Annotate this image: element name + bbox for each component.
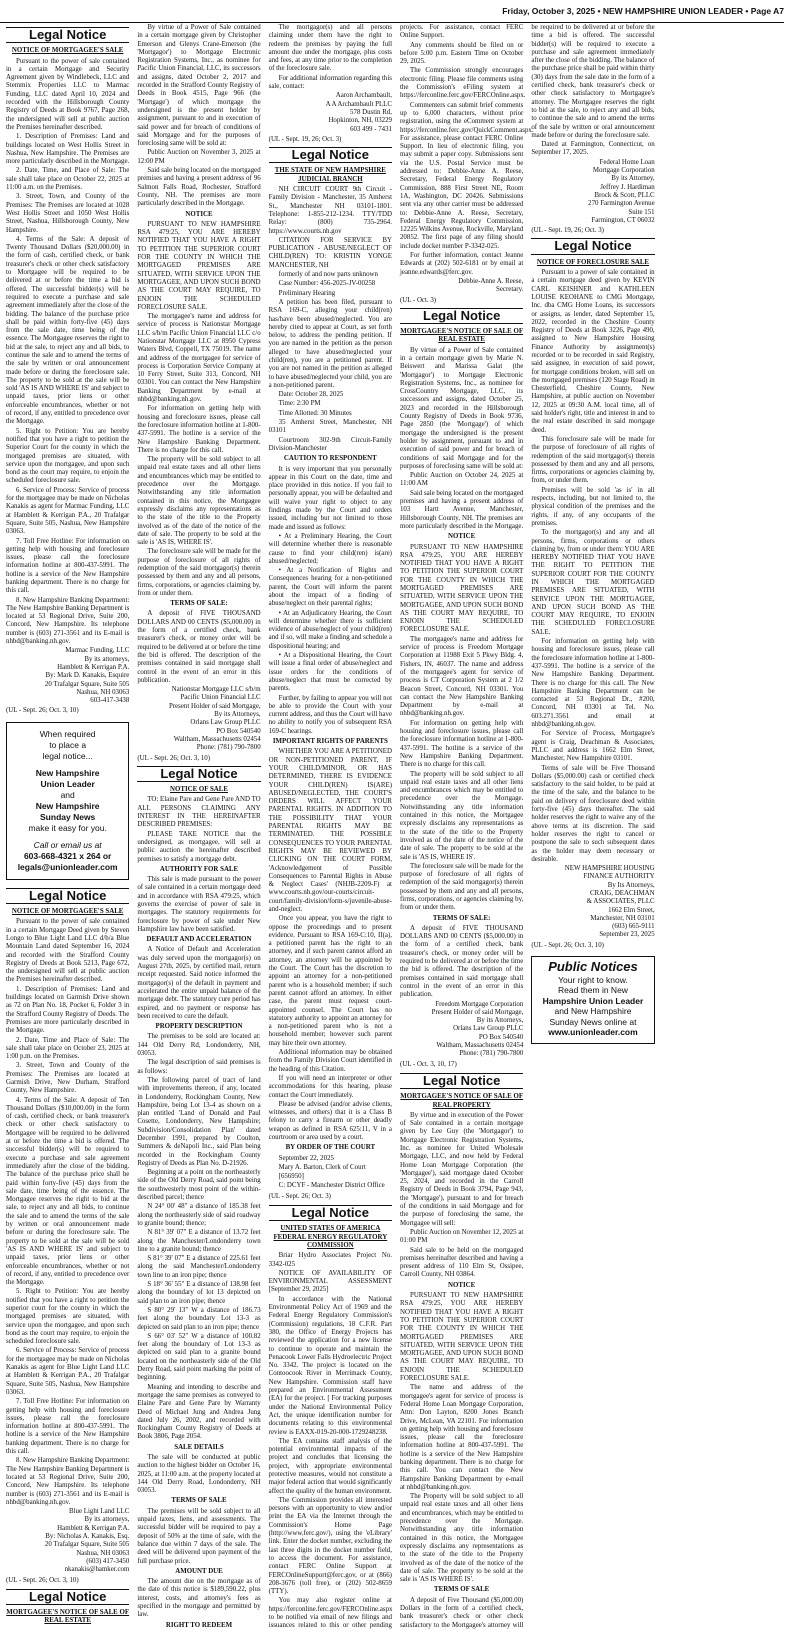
- notice-subheading: SALE DETAILS: [174, 1443, 224, 1451]
- notice-paragraph: This sale is made pursuant to the power of sale contained in a certain mortgage deed and in accordance with RSA 479:25, which governs the exercise of power of sale in mortgages. The statutory requirements for foreclosure by power of sale under New Hampshire law have been satisfied.: [137, 876, 261, 933]
- signature-line: Hamblett & Kerrigan P.A.: [57, 663, 130, 671]
- notice-paragraph: The foreclosure sale will be made for the purpose of foreclosure of all rights of redemption of the said mortgagor(s) therein possessed by them and any and all persons, firms, corporations, or agencies claiming by, from or under them.: [137, 548, 261, 597]
- notice-paragraph: WHETHER YOU ARE A PETITIONED OR NON-PETITIONED PARENT, IF YOUR CHILD/MINOR, OR HAS DETERMINED, THERE IS EVIDENCE YOUR CHILD(REN) IS(ARE) ABUSED/NEGLECTED, THE COURT'S ORDERS WILL AFFECT YOUR PARENTAL RIGHTS. IN ADDITION TO THE POSSIBILITY THAT YOUR PARENTAL RIGHTS MAY BE TERMINATED. THE POSSIBLE CONSEQUENCES TO YOUR PARENTAL RIGHTS MAY BE REVIEWED BY CLICKING ON THE COURT FORM, 'Acknowledgement of Possible Consequences to Parental Rights in Abuse & Neglect Cases' (NHJB-2209-F) at www.courts.nh.gov/our-courts/circuit-court/family-division/form-s/juvenile-abuse-and-neglect.: [268, 748, 392, 913]
- signature-line: 270 Farmington Avenue: [588, 200, 655, 208]
- notice-subheading: NOTICE: [448, 1281, 476, 1289]
- notice-subheading: BY ORDER OF THE COURT: [285, 1144, 376, 1152]
- publication-dates: (UL - Oct. 3): [399, 296, 437, 304]
- notice-paragraph: Public Auction on November 12, 2025 at 01:00 PM: [399, 1228, 524, 1245]
- notice-title: MORTGAGEE'S NOTICE OF SALE OF REAL PROPERTY: [400, 1093, 524, 1109]
- notice-subheading: NOTICE: [448, 533, 476, 541]
- notice-paragraph: 2. Date, Time, and Place of Sale: The sale shall take place on October 22, 2025 at 11:00 a.m. on the Premises.: [6, 167, 130, 192]
- publication-dates: (UL - Sept. 26; Oct. 3): [268, 1192, 331, 1200]
- notice-paragraph: The mortgagee's name and address for service of process is Nationstar Mortgage LLC s/b/m Pacific Union Financial LLC c/o Nationstar Mortgage LLC at 8950 Cypress Waters Blvd, Coppell, TX 75019. The name and address of the mortgagee for service of process is Corporation Service Company at 10 Ferry Street, Suite 313, Concord, NH 03301. You can contact the New Hampshire Banking Department by e-mail at nhbd@banking.nh.gov.: [137, 313, 261, 404]
- notice-paragraph: For further information, contact Jeanne Edwards at (202) 502-6181 or by email at jeanne.edwards@ferc.gov.: [399, 252, 524, 276]
- notice-paragraph: • At a Preliminary Hearing, the Court will determine whether there is reasonable cause to find your child(ren) is(are) abused/neglected;: [268, 532, 392, 565]
- notice-paragraph: • At a Notification of Rights and Consequences hearing for a non-petitioned parent, the Court will inform the parent about the impact of a finding of abuse/neglect on their parental rights;: [268, 567, 392, 608]
- notice-paragraph: 3. Street, Town, and County of the Premises: The Premises are located at 1028 West Hollis Street and 1050 West Hollis Street, Nashua, Hillsborough County, New Hampshire.: [6, 193, 130, 234]
- notice-columns: [6, 24, 786, 1632]
- notice-paragraph: Public Auction on October 24, 2025 at 11:00 AM: [399, 472, 524, 488]
- notice-paragraph: By virtue of a Power of Sale contained in a certain mortgage given by Christopher Emerson and Glenys Crane-Emerson (the 'Mortgagor') to Mortgage Electronic Registration Systems, Inc., as nominee for Pacific Union Financial, LLC, its successors and assigns, dated October 2, 2017 and recorded in the Strafford County Registry of Deeds in Book 4515, Page 966 (the 'Mortgage') of which mortgage the undersigned is the present holder by assignment, pursuant to and in execution of said power and for breach of conditions of said Mortgage and for the purposes of foreclosing same will be sold at:: [137, 24, 261, 148]
- page-header-text: Friday, October 3, 2025 • NEW HAMPSHIRE UNION LEADER • Page A7: [502, 6, 784, 16]
- notice-paragraph: • At an Adjudicatory Hearing, the Court will determine whether there is sufficient evidence of abuse/neglect of your child(ren) and if so, will make a finding and schedule a dispositional hearing; and: [268, 609, 392, 650]
- notice-paragraph: CITATION FOR SERVICE BY PUBLICATION - ABUSE/NEGLECT OF CHILD(REN) TO: KRISTIN YONGE MANCHESTER, NH: [268, 236, 392, 269]
- legal-notice-header: Legal Notice: [400, 1073, 523, 1089]
- notice-paragraph: The mortgagor(s) and all persons claiming under them have the right to redeem the premises by paying the full amount due under the mortgage, plus costs and fees, at any time prior to the completion of the foreclosure sale.: [268, 24, 392, 73]
- contact-line: make it easy for you.: [28, 822, 107, 833]
- public-notices-line: Your right to know.: [558, 974, 628, 985]
- publication-dates: (UL - Sept. 26; Oct. 3, 10): [137, 754, 210, 762]
- notice-paragraph: The premises will be sold subject to all unpaid taxes, liens, and assessments. The successful bidder will be required to pay a deposit of 50% at the time of sale, with the balance due within 7 days of the sale. The deed will be delivered upon payment of the full purchase price.: [137, 1507, 261, 1565]
- notice-paragraph: PURSUANT TO NEW HAMPSHIRE RSA 479:25, YOU ARE HEREBY NOTIFIED THAT YOU HAVE A RIGHT TO PETITION THE SUPERIOR COURT FOR THE COUNTY IN WHICH THE MORTGAGED PREMISES ARE SITUATED, WITH SERVICE UPON THE MORTGAGEE, AND UPON SUCH BOND AS THE COURT MAY REQUIRE, TO ENJOIN THE SCHEDULED FORECLOSURE SALE.: [137, 220, 261, 311]
- notice-paragraph: Additional information may be obtained from the Family Division Court identified in the heading of this Citation.: [268, 1049, 392, 1073]
- signature-line: Mortgage Corporation: [592, 167, 655, 175]
- publication-dates: (UL - Sept. 19, 26; Oct. 3): [268, 135, 342, 143]
- signature-line: 603 499 - 7431: [350, 125, 392, 133]
- notice-paragraph: The Commission provides all interested persons with an opportunity to view and/or print the EA via the Internet through the Commission's Home Page (http://www.ferc.gov/), using the 'eLibrary' link. Enter the docket number, excluding the last three digits in the docket number field, to access the document. For assistance, contact FERC Online Support at FERCOnlineSupport@ferc.gov, or at (866) 208-3676 (toll free), or (202) 502-8659 (TTY).: [268, 1496, 392, 1596]
- signature-line: Hopkinton, NH, 03229: [328, 117, 392, 125]
- notice-paragraph: Pursuant to the power of sale contained in a certain Mortgage and Security Agreement given by Windlebeck, LLC and Stemmix Properties LLC to Marmac Funding, LLC dated April 10, 2024 and recorded with the Hillsborough County Registry of Deeds at Book 9767, Page 268, the undersigned will sell at public auction the Premises hereinafter described.: [6, 57, 130, 131]
- notice-paragraph: 7. Toll Free Hotline: For information on getting help with housing and foreclosure issues, please call the foreclosure information hotline at 800-437-5991. The hotline is a service of the New Hampshire banking department. There is no charge for this call.: [6, 1398, 130, 1456]
- notice-paragraph: 5. Right to Petition: You are hereby notified that you have a right to petition the Superior Court for the county in which the mortgaged premises are situated, with service upon the mortgagee, and upon such bond as the court may require, to enjoin the scheduled foreclosure sale.: [6, 427, 130, 485]
- signature-line: Hamblett & Kerrigan P.A.: [57, 1524, 130, 1532]
- notice-subheading: AMOUNT DUE: [175, 1567, 223, 1575]
- notice-title: NOTICE OF SALE: [170, 786, 228, 794]
- signature-line: A A Archambault PLLC: [325, 100, 392, 108]
- notice-title: MORTGAGEE'S NOTICE OF SALE OF REAL ESTATE: [6, 1609, 130, 1625]
- notices-group-a: [6, 27, 129, 716]
- notice-paragraph: Mary A. Barton, Clerk of Court: [278, 1163, 366, 1171]
- legal-notice-header: Legal Notice: [6, 27, 129, 43]
- signature-line: By its attorneys,: [84, 1516, 130, 1524]
- notice-paragraph: The legal description of said premises is as follows:: [137, 1059, 261, 1075]
- notice-paragraph: This foreclosure sale will be made for the purpose of foreclosure of all rights of redemption of the said mortgagor(s) therein possessed by them and any and all persons, firms, corporations or agencies claiming by, from, or under them.: [531, 435, 655, 485]
- signature-line: Orlans Law Group PLLC: [453, 1025, 524, 1033]
- signature-line: Phone: (781) 790-7800: [459, 1050, 524, 1058]
- signature-line: Debbie-Anne A. Reese,: [458, 277, 524, 285]
- notice-paragraph: 4. Terms of the Sale: A deposit of Ten Thousand Dollars ($10,000.00) in the form of cash, certified check, or bank treasurer's check or other check satisfactory to Mortgagee will be required to be delivered at or before the time a bid is offered. The successful bidder(s) will be required to execute a purchase and sale agreement immediately after the close of the bidding. The balance of the purchase price shall be paid within forty-five (45) days from the sale date, time being of the essence. The Mortgagee reserves the right to bid at the sale, to reject any and all bids, to continue the sale and to amend the terms of the sale by written or oral announcement made before or during the foreclosure sale. The property to be sold at the sale will be sold 'AS IS AND WHERE IS' and subject to unpaid taxes, prior liens or other enforceable encumbrances, whether or not of record, if any, entitled to precedence over the Mortgage.: [6, 1096, 130, 1287]
- notice-paragraph: For information on getting help with housing and foreclosure issues, please call the foreclosure information hotline at 1-800-437-5991. The hotline is a service of the New Hampshire Banking Department. There is no charge for this call.: [399, 719, 524, 769]
- notice-paragraph: 8. New Hampshire Banking Department: The New Hampshire Banking Department is located at 53 Regional Drive, Suite 200, Concord, New Hampshire. Its telephone number is (603) 271-3561 and its E-mail is nhbd@banking.nh.gov.: [6, 1457, 130, 1506]
- notice-paragraph: NOTICE OF AVAILABILITY OF ENVIRONMENTAL ASSESSMENT [September 29, 2025]: [268, 1269, 392, 1294]
- contact-line: New Hampshire: [35, 767, 100, 778]
- signature-line: Pacific Union Financial LLC: [180, 694, 261, 702]
- notice-paragraph: 6. Service of Process: Service of process for the mortgagee may be made on Nicholas Kanakis as agent for Blue Light Land LLC at Hamblett & Kerrigan P.A., 20 Trafalgar Square, Suite 505, Nashua, New Hampshire 03063.: [6, 1347, 130, 1396]
- notice-paragraph: It is very important that you personally appear in this Court on the date, time and place provided in this notice. If you fail to personally appear, you will be defaulted and will waive your right to object to any findings made by the Court and orders issued, including but not limited to those made and issued as follows:: [268, 465, 392, 531]
- signature-line: By: Nicholas A. Kanakis, Esq.: [45, 1533, 130, 1541]
- notice-paragraph: You may also register online at https://ferconline.ferc.gov/FERCOnline.aspx to be notified via email of new filings and issuances related to this or other pending projects. For assistance, contact FERC Online Support.: [268, 24, 524, 1630]
- contact-box: [6, 722, 129, 880]
- notice-paragraph: PURSUANT TO NEW HAMPSHIRE RSA 479:25, YOU ARE HEREBY NOTIFIED THAT YOU HAVE A RIGHT TO PETITION THE SUPERIOR COURT FOR THE COUNTY IN WHICH THE MORTGAGED PREMISES ARE SITUATED, WITH SERVICE UPON THE MORTGAGEE, AND UPON SUCH BOND AS THE COURT MAY REQUIRE, TO ENJOIN THE SCHEDULED FORECLOSURE SALE.: [399, 543, 524, 634]
- signature-line: 1662 Elm Street,: [608, 906, 655, 914]
- notice-paragraph: Commenters can submit brief comments up to 6,000 characters, without prior registration, using the eComment system at https://ferconline.ferc.gov/QuickComment.aspx. For assistance, please contact FERC Online Support. In lieu of electronic filing, you may submit a paper copy. Submissions sent via the U.S. Postal Service must be addressed to: Debbie-Anne A. Reese, Secretary, Federal Energy Regulatory Commission, 888 First Street NE, Room 1A, Washington, DC 20426. Submissions sent via any other carrier must be addressed to: Debbie-Anne A. Reese, Secretary, Federal Energy Regulatory Commission, 12225 Wilkins Avenue, Rockville, Maryland 20852. The first page of any filing should include docket number P-3342-025.: [399, 101, 534, 250]
- notice-paragraph: Time: 2:30 PM: [278, 400, 321, 408]
- signature-line: Present Holder of said Mortgage,: [168, 702, 261, 710]
- notice-paragraph: 5. Right to Petition: You are hereby notified that you have a right to petition the superior court for the county in which the mortgaged premises are situated, with service upon the mortgagee, and upon such bond as the court may require, to enjoin the scheduled foreclosure sale.: [6, 1288, 130, 1346]
- legal-notice-header: Legal Notice: [6, 1589, 129, 1605]
- notice-paragraph: The premises to be sold are located at: 144 Old Derry Rd, Londonderry, NH, 03053.: [137, 1033, 261, 1058]
- notice-paragraph: 6. Service of Process: Service of process for the mortgagee may be made on Nicholas Kanakis as agent for Marmac Funding, LLC at Hamblett & Kerrigan P.A., 20 Trafalgar Square, Suite 505, Nashua, New Hampshire 03063.: [6, 486, 130, 536]
- signature-line: Waltham, Massachusetts 02454: [173, 735, 261, 743]
- page-header: [0, 2, 784, 23]
- signature-line: Phone: (781) 790-7800: [196, 744, 261, 752]
- notice-paragraph: The Commission strongly encourages electronic filing. Please file comments using the Commission's eFiling system at https://ferconline.ferc.gov/FERCOnline.aspx.: [399, 67, 526, 100]
- signature-line: Manchester, NH 03101: [590, 914, 655, 922]
- notice-paragraph: Pursuant to a power of sale contained in a certain mortgage deed given by KEVIN CARL KEISHNER and KATHLEEN LOUISE KEOHANE to CMG Mortgage, Inc. dba CMG Home Loans, its successors or assigns, as lender, dated September 15, 2022, recorded in the Cheshire County Registry of Deeds at Book 3226, Page 490, assigned to New Hampshire Housing Finance Authority by assignment(s) recorded or to be recorded in said Registry, said assignee, in execution of said power, for mortgage conditions broken, will sell on the mortgaged premises (120 Stage Road) in Chesterfield, Cheshire County, New Hampshire, at public auction on November 12, 2025 at 09:30 A.M. local time, all of said holder's right, title and interest in and to the real estate described in said mortgage deed.: [531, 269, 655, 434]
- notice-paragraph: The property will be sold subject to all unpaid real estate taxes and all other liens and encumbrances which may be entitled to precedence over the Mortgage. Notwithstanding any title information contained in this notice, the Mortgagee expressly disclaims any representations as to the state of the title to the Property involved as of the date of the notice of the date of sale. The property to be sold at the sale is 'AS IS, WHERE IS'.: [137, 456, 261, 547]
- notice-subheading: TERMS OF SALE: [434, 1586, 490, 1594]
- notice-paragraph: The EA contains staff analysis of the potential environmental impacts of the project and concludes that licensing the project, with appropriate environmental protective measures, would not constitute a major federal action that would significantly affect the quality of the human environment.: [268, 1437, 392, 1495]
- legal-notice-header: Legal Notice: [6, 888, 129, 904]
- notice-paragraph: The Property will be sold subject to all unpaid real estate taxes and all other liens and encumbrances, which may be entitled to precedence over the Mortgage. Notwithstanding any title information contained in this notice, the Mortgagee expressly disclaims any representations as to the state of the title to the Property involved as of the date of the notice of the date of sale. The property to be sold at the sale is 'AS IS WHERE IS'.: [399, 1493, 524, 1584]
- signature-line: Present Holder of said Mortgage,: [431, 1008, 524, 1016]
- notice-paragraph: Public Auction on November 3, 2025 at 12:00 PM: [137, 149, 261, 165]
- notice-paragraph: Premises will be sold 'as is' in all respects, including, but not limited to, the physical condition of the premises and the rights, if any, of any occupants of the premises.: [531, 486, 655, 527]
- legal-notice-header: Legal Notice: [269, 1205, 392, 1221]
- notice-paragraph: 1. Description of Premises: Land and buildings located on Garmish Drive shown as 72 on Plan No. 18, Pocket 6, Folder 3 in the Strafford County Registry of Deeds. The Premises are more particularly described in the Mortgage.: [6, 985, 130, 1035]
- notice-paragraph: Please be advised (and/or advise clients, witnesses, and others) that it is a Class B felony to carry a firearm or other deadly weapon as defined in RSA 625:11, V in a courtroom or area used by a court.: [268, 1100, 392, 1141]
- contact-line: Call or email us at: [33, 839, 102, 850]
- notice-subheading: CAUTION TO RESPONDENT: [283, 455, 377, 463]
- legal-notice-header: Legal Notice: [400, 308, 523, 324]
- notice-paragraph: N 24° 00' 48" a distance of 185.38 feet along the northeasterly side of said roadway to granite bound; thence;: [137, 1203, 261, 1227]
- notice-title: NOTICE OF MORTGAGEE'S SALE: [11, 908, 124, 916]
- notice-paragraph: formerly of and now parts unknown: [278, 271, 378, 279]
- signature-line: Farmington, CT 06032: [591, 216, 655, 224]
- signature-line: (603) 417-3450: [86, 1557, 130, 1565]
- notice-paragraph: Said sale to be held on the mortgaged premises hereinafter described and having a present address of 110 Elm St, Ossipee, Carroll County, NH 03864.: [399, 1246, 524, 1279]
- notice-paragraph: Dated at Farmington, Connecticut, on September 17, 2025.: [531, 141, 655, 157]
- signature-line: Aaron Archambault,: [335, 92, 392, 100]
- notice-paragraph: 3. Street, Town and County of the Premises: The Premises are located at Garmish Drive, New Durham, Strafford County, New Hampshire.: [6, 1062, 130, 1095]
- public-notices-url[interactable]: www.unionleader.com: [548, 1027, 638, 1038]
- notice-paragraph: S 18° 36' 55" E a distance of 138.98 feet along the boundary of lot 13 depicted on said plan to an iron pipe; thence: [137, 1281, 261, 1305]
- signature-line: By its Attorneys,: [214, 711, 261, 719]
- public-notices-title: Public Notices: [548, 959, 638, 975]
- contact-line: When required: [39, 728, 96, 739]
- signature-line: nkanakis@hamker.com: [64, 1566, 130, 1574]
- notice-paragraph: • At a Dispositional Hearing, the Court will issue a final order of abuse/neglect and issue orders for the conditions of abuse/neglect that must be corrected by parents.: [268, 652, 392, 693]
- signature-line: CRAIG, DEACHMAN: [589, 889, 655, 897]
- signature-line: Freedom Mortgage Corporation: [435, 1000, 524, 1008]
- notice-paragraph: Once you appear, you have the right to oppose the proceedings and to present evidence. Pursuant to RSA 169-C:10, II(a), a petitioned parent has the right to an attorney, and if such parent cannot afford an attorney, an attorney will be appointed by the Court. The Court has the discretion to appoint an attorney for a non-petitioned parent who is a household member; if such parent cannot afford an attorney. In either case, the parent must request court-appointed counsel. The Court has no statutory authority to appoint an attorney for a non-petitioned parent who is not a household member; however such parent may hire their own attorney.: [268, 915, 392, 1047]
- public-notices-line: Sunday News online at: [549, 1016, 637, 1027]
- notice-title: MORTGAGEE'S NOTICE OF SALE OF REAL ESTATE: [400, 328, 524, 344]
- legal-notice-header: Legal Notice: [531, 238, 654, 254]
- notice-title: NOTICE OF MORTGAGEE'S SALE: [11, 47, 124, 55]
- notice-subheading: DEFAULT AND ACCELERATION: [146, 936, 252, 944]
- notice-paragraph: A petition has been filed, pursuant to RSA 169-C, alleging your child(ren) has/have been abused/neglected. You are hereby cited to appear at Court, as set forth below, to address the pending petition. If you are named in the petition as the person alleged to have abused/neglected your child(ren), you are a petitioned parent. If you are not named in the petition as alleged to have abused/neglected your child, you are a non-petitioned parent.: [268, 298, 392, 389]
- notice-paragraph: N 81° 39' 07" E a distance of 13.72 feet along the Manchester/Londonderry town line to a granite bound; thence: [137, 1229, 261, 1253]
- publication-dates: (UL - Oct. 3, 10, 17): [399, 1060, 457, 1068]
- notice-subheading: TERMS OF SALE:: [432, 914, 491, 922]
- legal-notice: [400, 308, 523, 1069]
- notice-paragraph: NH CIRCUIT COURT 9th Circuit - Family Division - Manchester, 35 Amherst St., Manchester NH 03101-1801. Telephone: 1-855-212-1234. TTY/TDD Relay: (800) 735-2964. https://www.courts.nh.gov: [268, 186, 392, 235]
- notice-paragraph: A Notice of Default and Acceleration was duly served upon the mortgagor(s) on August 27th, 2025, by certified mail, return receipt requested. Said notice informed the mortgagor(s) of the default in payment and accelerated the entire unpaid balance of the mortgage debt. The statutory cure period has expired, and no payment or response has been received to cure the default.: [137, 946, 261, 1020]
- notice-subheading: IMPORTANT RIGHTS OF PARENTS: [272, 738, 388, 746]
- notice-paragraph: PURSUANT TO NEW HAMPSHIRE RSA 479:25, YOU ARE HEREBY NOTIFIED THAT YOU HAVE A RIGHT TO PETITION THE SUPERIOR COURT FOR THE COUNTY IN WHICH THE MORTGAGED PREMISES ARE SITUATED, WITH SERVICE UPON THE MORTGAGEE, AND UPON SUCH BOND AS THE COURT MAY REQUIRE, TO ENJOIN THE SCHEDULED FORECLOSURE SALE.: [399, 1292, 524, 1383]
- notice-paragraph: S 80° 29' 13" W a distance of 186.73 feet along the boundary Lot 13-3 as depicted on said plan to an iron pipe; thence: [137, 1306, 261, 1331]
- notice-paragraph: The property will be sold subject to all unpaid real estate taxes and all other liens and encumbrances which may be entitled to precedence over the Mortgage. Notwithstanding any title information contained in this notice, the Mortgagee expressly disclaims any representations as to the state of the title to the Property involved as of the date of the notice of the date of sale. The property to be sold at the sale is 'AS IS, WHERE IS'.: [399, 770, 524, 861]
- contact-line: and: [60, 789, 75, 800]
- notice-paragraph: 35 Amherst Street, Manchester, NH 03101: [268, 419, 392, 435]
- signature-line: Orlans Law Group PLLC: [190, 719, 261, 727]
- signature-line: PO Box 540540: [216, 727, 261, 735]
- publication-dates: (UL - Sept. 26; Oct. 3, 10): [6, 1576, 79, 1584]
- signature-line: Waltham, Massachusetts 02454: [436, 1042, 524, 1050]
- notice-paragraph: Meaning and intending to describe and mortgage the same premises as conveyed to Elaine Pare and Gene Pare by Warranty Deed of Michael Jung and Andrea Jung dated July 26, 2002, and recorded with Rockingham County Registry of Deeds at Book 3806, Page 2054.: [137, 1383, 261, 1441]
- notice-subheading: TERMS OF SALE:: [170, 600, 228, 608]
- notice-paragraph: A deposit of FIVE THOUSAND DOLLARS AND 00 CENTS ($5,000.00) in the form of a certified check, bank treasurer's check, or money order will be required to be delivered at or before the time the bid is offered. The description of the premises contained in said mortgage shall control in the event of an error in this publication.: [137, 610, 261, 684]
- signature-line: By its Attorneys,: [476, 1017, 524, 1025]
- notice-paragraph: TO: Elaine Pare and Gene Pare AND TO ALL PERSONS CLAIMING ANY INTEREST IN THE HEREINAFTER DESCRIBED PREMISES:: [137, 796, 261, 829]
- signature-line: Jeffrey J. Hardiman: [600, 183, 655, 191]
- legal-notice: [269, 147, 392, 1201]
- notice-paragraph: PLEASE TAKE NOTICE that the undersigned, as mortgagee, will sell at public auction the hereinafter described premises to satisfy a mortgage debt.: [137, 830, 261, 863]
- publication-dates: (UL - Sept. 26; Oct. 3, 10): [531, 941, 604, 949]
- signature-line: 20 Trafalgar Square, Suite 505: [44, 1541, 130, 1549]
- public-notices-line: Hampshire Union Leader: [542, 995, 644, 1006]
- signature-line: Secretary.: [496, 286, 524, 294]
- notice-paragraph: For information on getting help with housing and foreclosure issues, please call the foreclosure information hotline at 1-800-437-5991. The hotline is a service of the New Hampshire Banking Department. There is no charge for this call. The New Hampshire Banking Department can be contacted at 53 Regional Dr., #200, Concord, NH 03301 at Tel. No. 603.271.3561 and email at nhbd@banking.nh.gov.: [531, 638, 655, 729]
- notice-paragraph: The following parcel of tract of land with improvements thereon, if any, located in Londonderry, Rockingham County, New Hampshire, being Lot 13-4 as shown on a plan entitled 'Land of Donald and Paul Cosette, Londonderry, New Hampshire; Subdivision/Consolidation Plan' dated December 1991, prepared by Coulton, Summers & deNapoli Inc., said Plan being recorded in the Rockingham County Registry of Deeds as Plan No. D-21926.: [137, 1076, 261, 1167]
- notice-paragraph: S 81° 39' 07" E a distance of 225.61 feet along the said Manchester/Londonderry town line to an iron pipe; thence: [137, 1255, 261, 1279]
- signature-line: & ASSOCIATES, PLLC: [586, 898, 655, 906]
- notice-paragraph: Courtroom 302-9th Circuit-Family Division-Manchester: [268, 436, 392, 452]
- notice-paragraph: Time Allotted: 30 Minutes: [278, 409, 352, 417]
- contact-line: to place a: [49, 739, 87, 750]
- notice-paragraph: Said sale being located on the mortgaged premises and having a present address of 96 Salmon Falls Road, Rochester, Strafford County, NH. The premises are more particularly described in the Mortgage.: [137, 167, 261, 208]
- signature-line: 603-417-3438: [90, 697, 130, 705]
- notice-paragraph: 2. Date, Time and Place of Sale: The sale shall take place on October 23, 2025 at 1:00 p.m. on the Premises.: [6, 1036, 130, 1061]
- signature-line: NEW HAMPSHIRE HOUSING: [564, 865, 655, 873]
- notice-paragraph: For Service of Process, Mortgagee's agent is Craig, Deachman & Associates, PLLC and address is 1662 Elm Street, Manchester, New Hampshire 03101.: [531, 730, 655, 763]
- contact-line: legal notice...: [42, 750, 93, 761]
- notice-title: THE STATE OF NEW HAMPSHIRE JUDICIAL BRANCH: [274, 167, 386, 183]
- notice-title: NOTICE OF FORECLOSURE SALE: [536, 258, 650, 266]
- notice-subheading: AUTHORITY FOR SALE: [159, 865, 239, 873]
- notice-paragraph: 1. Description of Premises: Land and buildings located on West Hollis Street in Nashua, New Hampshire. The Premises are more particularly described in the Mortgage.: [6, 133, 130, 166]
- publication-dates: (UL - Sept. 19, 26; Oct. 3): [531, 227, 604, 235]
- contact-line: Sunday News: [40, 811, 96, 822]
- signature-line: Nashua, NH 03063: [76, 1549, 130, 1557]
- legal-notice: [6, 888, 129, 1585]
- notice-paragraph: By virtue and in execution of the Power of Sale contained in a certain mortgage given by Lee Guy (the 'Mortgagor') to Mortgage Electronic Registration Systems, Inc. as nominee for United Wholesale Mortgage, LLC, and now held by Federal Home Loan Mortgage Corporation (the 'Mortgagee'), said mortgage dated October 25, 2024, and recorded in the Carroll Registry of Deeds in Book 3794, Page 943, the 'Mortgage'), pursuant to and for breach of the conditions in said Mortgage and for the purpose of foreclosing the same, the Mortgagee will sell:: [399, 1111, 524, 1227]
- signature-line: By its attorneys,: [84, 655, 130, 663]
- signature-line: Nationstar Mortgage LLC s/b/m: [171, 686, 261, 694]
- notice-subheading: TERMS OF SALE: [171, 1497, 227, 1505]
- notice-subheading: NOTICE: [185, 210, 213, 218]
- public-notices-box: [531, 956, 654, 1044]
- notice-paragraph: 4. Terms of the Sale: A deposit of Twenty Thousand Dollars ($20,000.00) in the form of cash, certified check, or bank treasurer's check or other check satisfactory to Mortgagee will be required to be delivered at or before the time a bid is offered. The successful bidder(s) will be required to execute a purchase and sale agreement immediately after the close of the bidding. The balance of the purchase price shall be paid within forty-five (45) days from the sale date, time being of the essence. The Mortgagee reserves the right to bid at the sale, to reject any and all bids, to continue the sale and to amend the terms of the sale by written or oral announcement made before or during the foreclosure sale. The property to be sold at the sale will be sold 'AS IS AND WHERE IS' and subject to unpaid taxes, prior liens or other enforceable encumbrances, whether or not of record, if any, entitled to precedence over the Mortgage.: [6, 235, 130, 426]
- legal-notice-header: Legal Notice: [269, 147, 392, 163]
- public-notices-line: and New Hampshire: [554, 1006, 632, 1017]
- notice-paragraph: Further, by failing to appear you will not be able to provide the Court with your current address, and thus the Court will have no ability to notify you of subsequent RSA 169-C hearings.: [268, 694, 392, 735]
- signature-line: 578 Dustin Rd,: [350, 108, 392, 116]
- notice-paragraph: Briar Hydro Associates Project No. 3342-025: [268, 1252, 392, 1268]
- legal-notice-header: Legal Notice: [137, 766, 260, 782]
- notice-paragraph: Date: October 28, 2025: [278, 391, 344, 399]
- notice-paragraph: Preliminary Hearing: [278, 289, 336, 297]
- notice-paragraph: The mortgagee's name and address for service of process is Freedom Mortgage Corporation at 11988 Exit 5 Pkwy Bldg. 4, Fishers, IN, 46037. The name and address of the mortgagee's agent for service of process is CT Corporation System at 2 1/2 Beacon Street, Concord, NH 03301. You can contact the New Hampshire Banking Department by e-mail at nhbd@banking.nh.gov.: [399, 635, 524, 718]
- notice-paragraph: S 66° 03' 52" W a distance of 100.82 feet along the boundary of Lot 13-3 as depicted on said plan to a granite bound located on the northeasterly side of the Old Derry Road, said point marking the point of beginning.: [137, 1332, 261, 1382]
- legal-notice: [531, 238, 654, 950]
- notice-paragraph: September 22, 2025: [278, 1154, 334, 1162]
- signature-line: By: Mark D. Kanakis, Esquire: [45, 672, 130, 680]
- notice-paragraph: A deposit of Five Thousand ($5,000.00) Dollars in the form of a certified check, bank treasurer's check or other check satisfactory to the Mortgagee's attorney will be required to be delivered at or before the time a bid is offered. The successful bidder(s) will be required to execute a purchase and sale agreement immediately after the close of the bidding. The balance of the purchase price shall be paid within thirty (30) days from the sale date in the form of a certified check, bank treasurer's check or other check satisfactory to Mortgagee's attorney. The Mortgagee reserves the right to bid at the sale, to reject any and all bids, to continue the sale and to amend the terms of the sale by written or oral announcement made before or during the foreclosure sale.: [399, 24, 655, 1629]
- signature-line: 20 Trafalgar Square, Suite 505: [44, 680, 130, 688]
- notice-paragraph: Terms of sale will be Five Thousand Dollars ($5,000.00) cash or certified check satisfactory to the said holder, to be paid at the time of the sale, and the balance to be paid on delivery of foreclosure deed within forty-five (45) days thereafter. The said holder reserves the right to waive any of the above terms at its discretion. The said holder reserves the right to cancel or postpone the sale to such subsequent dates as the holder may deem necessary or desirable.: [531, 764, 655, 863]
- notice-paragraph: For information on getting help with housing and foreclosure issues, please call the foreclosure information hotline at 1-800-437-5991. The hotline is a service of the New Hampshire Banking Department. There is no charge for this call.: [137, 405, 261, 454]
- notice-paragraph: 8. New Hampshire Banking Department: The New Hampshire Banking Department is located at 53 Regional Drive, Suite 200, Concord, New Hampshire. Its telephone number is (603) 271-3561 and its E-mail is nhbd@banking.nh.gov.: [6, 596, 130, 646]
- notice-paragraph: For additional information regarding this sale, contact:: [268, 74, 392, 91]
- contact-phone[interactable]: 603-668-4321 x 264 or: [23, 850, 112, 861]
- publication-dates: (UL - Sept. 26; Oct. 3, 10): [6, 707, 79, 715]
- public-notices-line: Read them in New: [558, 985, 628, 996]
- legal-notice: [6, 27, 129, 716]
- notice-paragraph: The name and address of the mortgagee's agent for service of process is Federal Home Loan Mortgage Corporation, Attn: Don Layton, 8200 Jones Branch Drive, McLean, VA 22101. For information on getting help with housing and foreclosure issues, please call the foreclosure information hotline at 800-437-5991. The hotline is a service of the New Hampshire banking department. There is no charge for this call. You can contact the New Hampshire Banking Department by e-mail at nhbd@banking.nh.gov.: [399, 1384, 524, 1491]
- contact-line: New Hampshire: [35, 800, 100, 811]
- signature-line: Federal Home Loan: [599, 158, 655, 166]
- signature-line: By its Attorney,: [611, 175, 655, 183]
- signature-line: September 23, 2025: [599, 931, 655, 939]
- notice-paragraph: By virtue of a Power of Sale contained in a certain mortgage given by Marie N. Beiswert and Marissa Galat (the 'Mortgagor') to Mortgage Electronic Registration Systems, Inc., as nominee for CrossCountry Mortgage, LLC, its successors and assigns, dated October 25, 2023 and recorded in the Hillsborough County Registry of Deeds in Book 9736, Page 2850 (the 'Mortgage') of which mortgage the undersigned is the present holder by assignment, pursuant to and in execution of said power and for breach of conditions of said Mortgage and for the purposes of foreclosing same will be sold at:: [399, 346, 524, 470]
- signature-line: Nashua, NH 03063: [76, 688, 130, 696]
- notice-paragraph: If you will need an interpreter or other accommodations for this hearing, please contact the Court immediately.: [268, 1074, 392, 1099]
- notice-paragraph: The foreclosure sale will be made for the purpose of foreclosure of all rights of redemption of the said mortgagor(s) therein possessed by them and any and all persons, firms, corporations, or agencies claiming by, from or under them.: [399, 862, 524, 912]
- signature-line: (603) 665-9111: [612, 923, 655, 931]
- notice-title: UNITED STATES OF AMERICA FEDERAL ENERGY REGULATORY COMMISSION: [273, 1225, 388, 1249]
- notice-subheading: PROPERTY DESCRIPTION: [155, 1023, 243, 1031]
- notice-paragraph: Any comments should be filed on or before 5:00 p.m. Eastern Time on October 29, 2025.: [399, 41, 524, 66]
- notice-subheading: RIGHT TO REDEEM: [165, 1621, 233, 1629]
- signature-line: Marmac Funding, LLC: [65, 647, 130, 655]
- notice-paragraph: To the mortgagor(s) and any and all persons, firms, corporations or others claiming by, from or under them: YOU ARE HEREBY NOTIFIED THAT YOU HAVE THE RIGHT TO PETITION THE SUPERIOR COURT FOR THE COUNTY IN WHICH THE MORTGAGED PREMISES ARE SITUATED, WITH SERVICE UPON THE MORTGAGEE, AND UPON SUCH BOND AS THE COURT MAY REQUIRE, TO ENJOIN THE SCHEDULED FORECLOSURE SALE.: [531, 529, 655, 636]
- contact-line: Union Leader: [40, 778, 95, 789]
- signature-line: Brock & Scott, PLLC: [594, 191, 655, 199]
- notice-paragraph: Said sale being located on the mortgaged premises and having a present address of 103 Hartt Avenue, Manchester, Hillsborough County, NH. The premises are more particularly described in the Mortgage.: [399, 489, 524, 530]
- notice-paragraph: The amount due on the mortgage as of the date of this notice is $189,590.22, plus interest, costs, and attorney's fees as specified in the mortgage and permitted by law.: [137, 1578, 261, 1619]
- notice-paragraph: A deposit of FIVE THOUSAND DOLLARS AND 00 CENTS ($5,000.00) in the form of a certified check, bank treasurer's check, or money order will be required to be delivered at or before the time the bid is offered. The description of the premises contained in said mortgage shall control in the event of an error in this publication.: [399, 924, 524, 999]
- notice-paragraph: The sale will be conducted at public auction to the highest bidder on October 16, 2025, at 11:00 a.m. at the property located at 144 Old Derry Road, Londonderry, NH 03053.: [137, 1453, 261, 1495]
- notice-paragraph: Case Number: 456-2025-JV-00258: [278, 280, 376, 288]
- signature-line: By Its Attorneys,: [607, 881, 655, 889]
- notice-paragraph: [656950]: [278, 1173, 304, 1181]
- signature-line: Suite 151: [628, 208, 655, 216]
- notice-paragraph: Pursuant to the power of sale contained in a certain Mortgage Deed given by Steven Longo to Blue Light Land LLC d/b/a Blue Mountain Land dated September 16, 2024 and recorded with the Strafford County Registry of Deeds at Book 5213, Page 672, the undersigned will sell at public auction the Premises hereinafter described.: [6, 918, 130, 984]
- notice-paragraph: C: DCYF - Manchester District Office: [278, 1182, 385, 1190]
- signature-line: PO Box 540540: [478, 1033, 524, 1041]
- signature-line: FINANCE AUTHORITY: [583, 873, 655, 881]
- signature-line: Blue Light Land LLC: [69, 1508, 130, 1516]
- notice-paragraph: Beginning at a point on the northeasterly side of the Old Derry Road, said point being the southwesterly most point of the within-described parcel; thence: [137, 1169, 261, 1202]
- notice-paragraph: In accordance with the National Environmental Policy Act of 1969 and the Federal Energy Regulatory Commission's (Commission) regulations, 18 C.F.R. Part 380, the Office of Energy Projects has reviewed the application for a new license to continue to operate and maintain the Penacook Lower Falls Hydroelectric Project No. 3342. The project is located on the Contoocook River in Merrimack County, New Hampshire. Commission staff have prepared an Environmental Assessment (EA) for the project. [ For tracking purposes under the National Environmental Policy Act, the unique identification number for documents relating to this environmental review is EAXX-019-20-000-1729248238.: [268, 1295, 392, 1436]
- contact-email[interactable]: legals@unionleader.com: [17, 861, 118, 872]
- notice-paragraph: 7. Toll Free Hotline: For information on getting help with housing and foreclosure issues, please call the foreclosure information hotline at 800-437-5991. The hotline is a service of the New Hampshire banking department. There is no charge for this call.: [6, 537, 130, 595]
